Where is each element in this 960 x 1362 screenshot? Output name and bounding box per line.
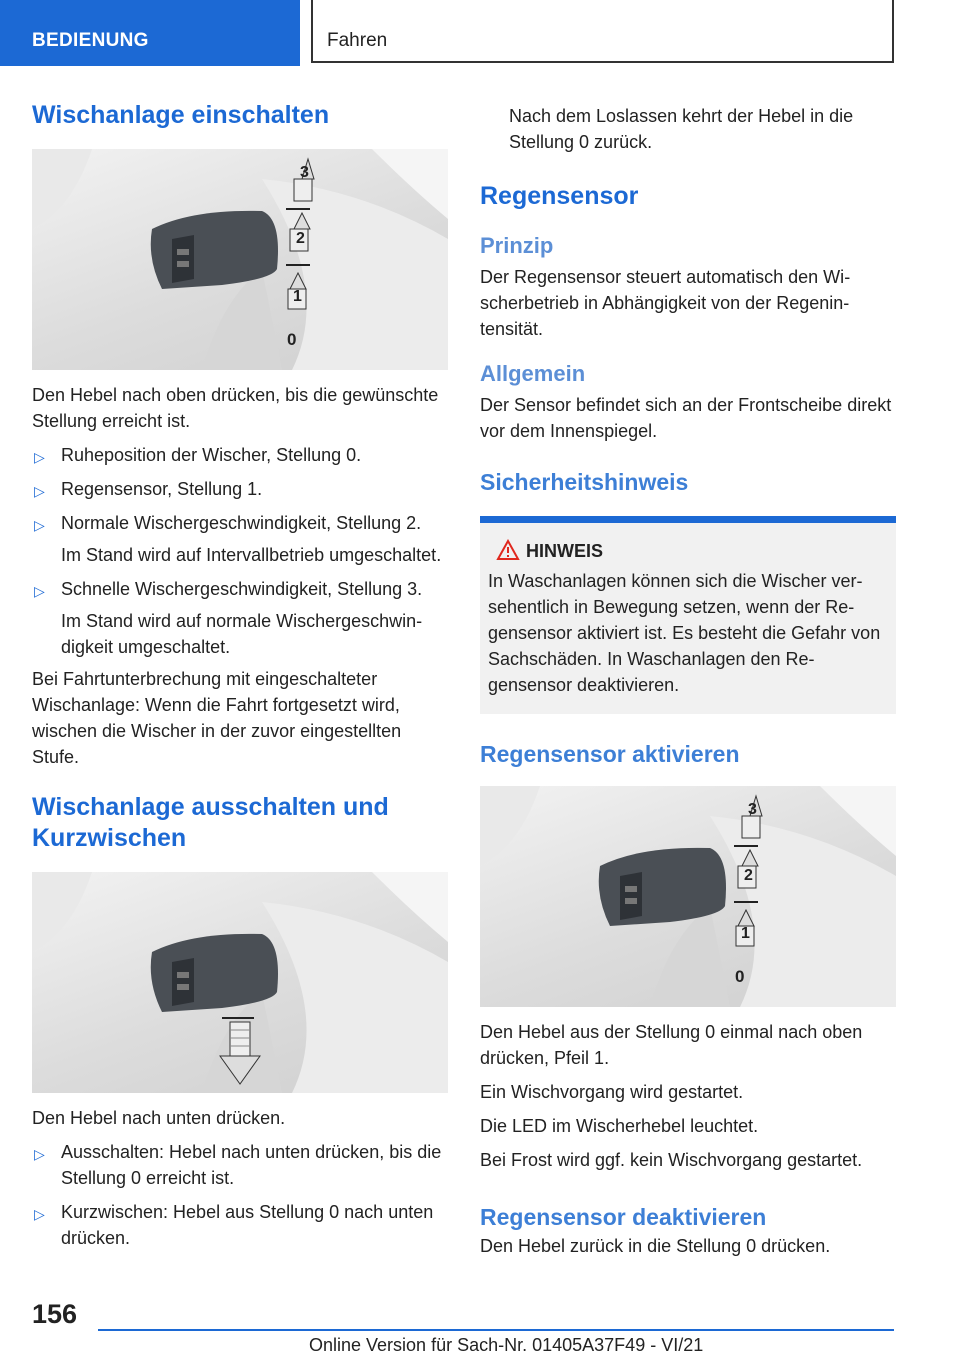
list-item-text: Regensensor, Stellung 1. [61,479,263,499]
left-column [32,100,448,1251]
label-3: 3 [748,801,757,818]
heading-wischanlage-einschalten: Wischanlage einschalten [32,101,330,129]
label-0: 0 [735,967,745,986]
warning-triangle-icon [496,539,520,561]
page-number: 156 [32,1299,78,1329]
lever-illustration [32,872,448,1093]
triangle-bullet-icon: ▷ [34,1146,45,1162]
paragraph: Bei Frost wird ggf. kein Wischvorgang gestartet. [480,1150,863,1170]
heading-allgemein: Allgemein [480,361,586,386]
list-item [32,476,448,502]
list-item [32,510,448,536]
list-item [32,576,448,602]
warning-text: In Waschanlagen können sich die Wischer versehentlich in Bewegung setzen, wenn der Regensensor aktiviert ist. Es besteht die Gefahr von Sachschäden. In Waschanlagen den Regensensor deaktivieren. [488,571,881,695]
heading-regensensor: Regensensor [480,182,639,210]
list-item-text: Ausschalten: Hebel nach unten drücken, bis die Stellung 0 erreicht ist. [61,1142,442,1188]
paragraph: Der Sensor befindet sich an der Frontscheibe direkt vor dem Innenspiegel. [480,395,892,441]
figure-lever-up [480,786,896,1007]
list-item-text: Ruheposition der Wischer, Stellung 0. [61,445,362,465]
triangle-bullet-icon: ▷ [34,583,45,599]
list-item [32,442,448,468]
right-column [480,100,896,1259]
continued-paragraph: Nach dem Loslassen kehrt der Hebel in die Stellung 0 zurück. [509,106,854,152]
paragraph: Den Hebel aus der Stellung 0 einmal nach oben drücken, Pfeil 1. [480,1022,863,1068]
figure-lever-down [32,872,448,1093]
lever-illustration [32,149,448,370]
list-item [32,1139,448,1191]
triangle-bullet-icon: ▷ [34,1206,45,1222]
list-item-text: Normale Wischergeschwindigkeit, Stellung 2. [61,513,422,533]
lever-illustration [480,786,896,1007]
label-2: 2 [744,867,753,884]
list-item-text: Kurzwischen: Hebel aus Stellung 0 nach unten drücken. [61,1202,434,1248]
paragraph: Den Hebel nach unten drücken. [32,1108,286,1128]
chapter-title: Fahren [327,30,388,51]
label-1: 1 [741,925,750,942]
sub-paragraph: Im Stand wird auf normale Wischergeschwindigkeit umgeschaltet. [61,611,423,657]
list-item [32,1199,448,1251]
paragraph: Der Regensensor steuert automatisch den Wischerbetrieb in Abhängigkeit von der Regenintensität. [480,267,851,339]
footer-version-text: Online Version für Sach-Nr. 01405A37F49 - VI/21 [309,1335,704,1355]
chapter-tab [311,0,894,63]
triangle-bullet-icon: ▷ [34,517,45,533]
footer-divider [98,1329,894,1331]
heading-wischanlage-ausschalten: Wischanlage ausschalten und Kurzwischen [32,793,389,852]
label-1: 1 [293,288,302,305]
section-tab [0,0,300,66]
heading-regensensor-deaktivieren: Regensensor deaktivieren [480,1204,767,1230]
section-title: BEDIENUNG [32,30,149,51]
list-item-text: Schnelle Wischergeschwindigkeit, Stellung 3. [61,579,423,599]
paragraph: Die LED im Wischerhebel leuchtet. [480,1116,759,1136]
paragraph: Bei Fahrtunterbrechung mit eingeschalteter Wischanlage: Wenn die Fahrt fortgesetzt wird, wischen die Wischer in der zuvor eingestellten Stufe. [32,669,402,767]
figure-lever-up [32,149,448,370]
sub-paragraph: Im Stand wird auf Intervallbetrieb umgeschaltet. [61,545,442,565]
paragraph: Ein Wischvorgang wird gestartet. [480,1082,744,1102]
triangle-bullet-icon: ▷ [34,483,45,499]
label-2: 2 [296,230,305,247]
paragraph: Den Hebel nach oben drücken, bis die gewünschte Stellung erreicht ist. [32,385,439,431]
heading-prinzip: Prinzip [480,233,554,258]
warning-bar [480,516,896,523]
heading-regensensor-aktivieren: Regensensor aktivieren [480,741,740,767]
label-0: 0 [287,330,297,349]
warning-title: HINWEIS [526,541,604,561]
triangle-bullet-icon: ▷ [34,449,45,465]
warning-box [480,516,896,714]
paragraph: Den Hebel zurück in die Stellung 0 drücken. [480,1236,831,1256]
label-3: 3 [300,164,309,181]
heading-sicherheitshinweis: Sicherheitshinweis [480,469,689,495]
